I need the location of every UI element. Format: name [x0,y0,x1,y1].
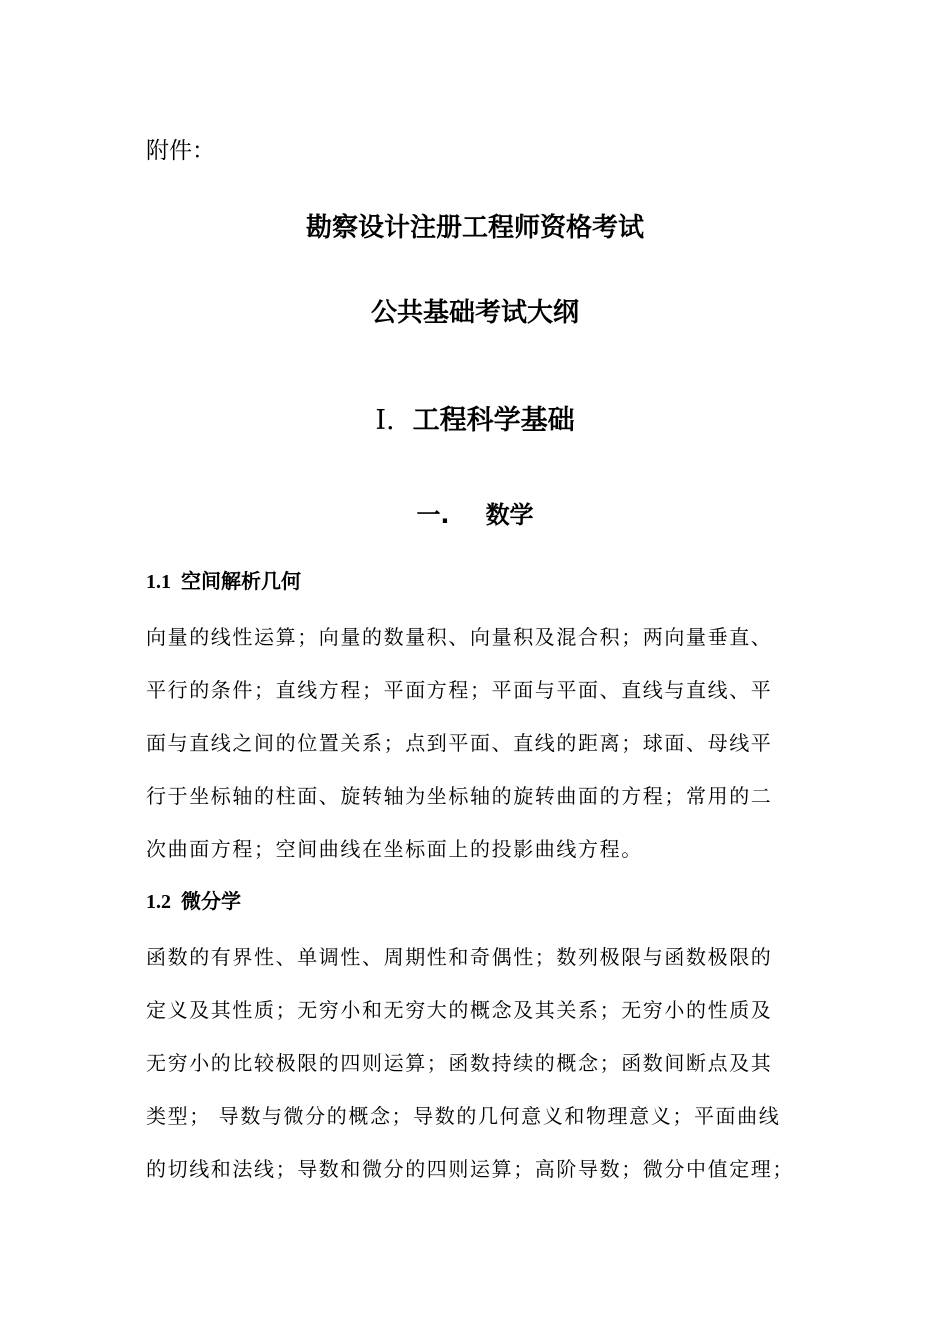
body-line: 平行的条件；直线方程；平面方程；平面与平面、直线与直线、平 [146,678,773,702]
chapter-title: 数学 [485,501,534,529]
section-number: 1.1 [146,571,171,593]
section-title: 空间解析几何 [181,569,301,593]
part-numeral: I. [375,405,395,436]
section-heading-1-1 [146,566,301,597]
body-line: 类型； 导数与微分的概念；导数的几何意义和物理意义；平面曲线 [146,1104,781,1128]
body-line: 面与直线之间的位置关系；点到平面、直线的距离；球面、母线平 [146,731,773,755]
body-line: 无穷小的比较极限的四则运算；函数持续的概念；函数间断点及其 [146,1051,773,1075]
section-title: 微分学 [181,889,241,913]
part-title: 工程科学基础 [412,405,575,436]
section-body-1-2 [146,931,811,1196]
part-heading [0,403,950,439]
section-number: 1.2 [146,891,171,913]
body-line: 函数的有界性、单调性、周期性和奇偶性；数列极限与函数极限的 [146,945,773,969]
body-line: 的切线和法线；导数和微分的四则运算；高阶导数；微分中值定理； [146,1157,794,1181]
body-line: 向量的线性运算；向量的数量积、向量积及混合积；两向量垂直、 [146,625,773,649]
chapter-heading [0,498,950,532]
body-line: 定义及其性质；无穷小和无穷大的概念及其关系；无穷小的性质及 [146,998,773,1022]
attachment-label: 附件： [146,138,215,164]
section-body-1-1 [146,611,811,876]
body-line: 次曲面方程；空间曲线在坐标面上的投影曲线方程。 [146,837,643,861]
section-heading-1-2 [146,886,241,917]
body-line: 行于坐标轴的柱面、旋转轴为坐标轴的旋转曲面的方程；常用的二 [146,784,773,808]
chapter-numeral: 一. [416,501,450,529]
document-subtitle: 公共基础考试大纲 [370,298,579,328]
document-title: 勘察设计注册工程师资格考试 [305,213,644,243]
